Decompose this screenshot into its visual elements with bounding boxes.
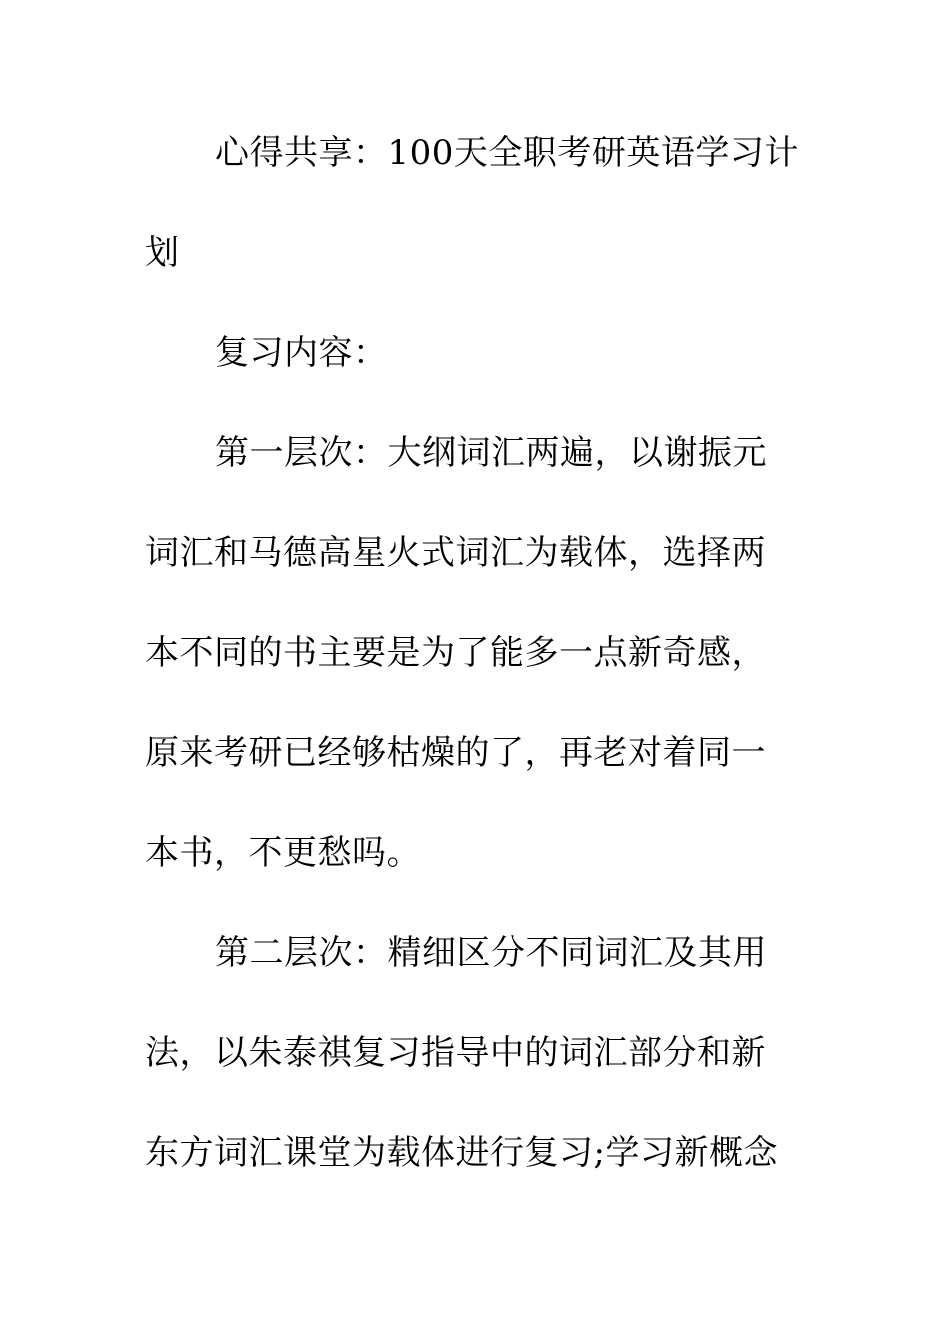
paragraph-1-line-2: 词汇和马德高星火式词汇为载体，选择两 <box>145 533 766 573</box>
paragraph-1-line-3: 本不同的书主要是为了能多一点新奇感， <box>145 633 766 673</box>
section-heading: 复习内容： <box>215 333 388 373</box>
paragraph-2-line-1: 第二层次：精细区分不同词汇及其用 <box>215 933 767 973</box>
title-line-1: 心得共享：100天全职考研英语学习计 <box>215 133 799 173</box>
paragraph-2-line-3: 东方词汇课堂为载体进行复习;学习新概念 <box>145 1133 778 1173</box>
paragraph-1-line-4: 原来考研已经够枯燥的了，再老对着同一 <box>145 733 766 773</box>
paragraph-1-line-5: 本书，不更愁吗。 <box>145 833 421 873</box>
title-line-2: 划 <box>145 233 180 273</box>
paragraph-1-line-1: 第一层次：大纲词汇两遍，以谢振元 <box>215 433 767 473</box>
paragraph-2-line-2: 法，以朱泰祺复习指导中的词汇部分和新 <box>145 1033 766 1073</box>
